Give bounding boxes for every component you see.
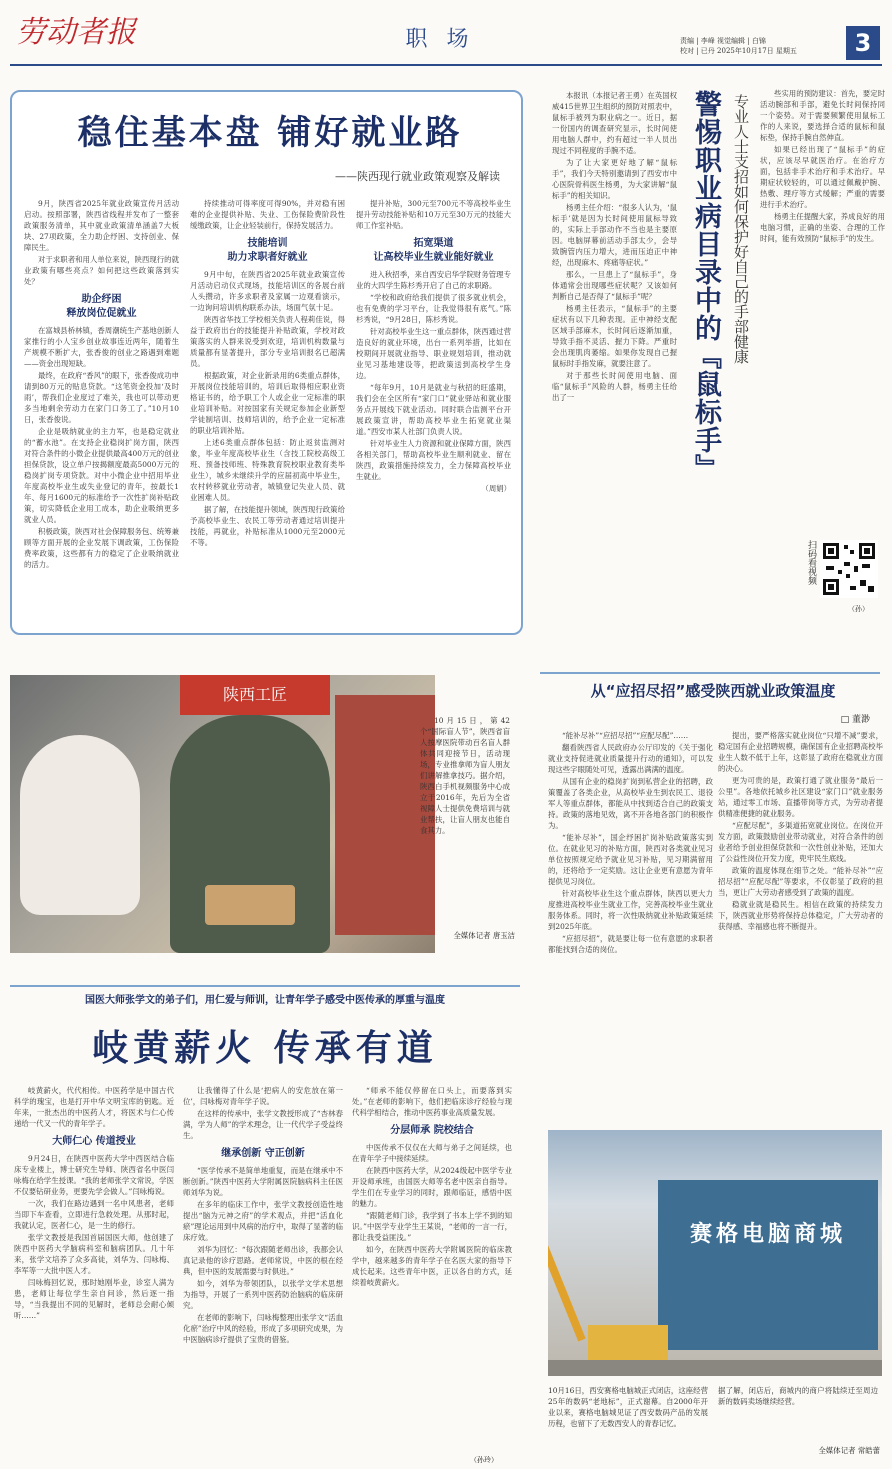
photo1-person-left [20,735,140,915]
paragraph: “能补尽补”，国企纾困扩岗补贴政策落实到位。在就业见习的补贴方面，陕西对各类就业见习单位按照规定给予就业见习补贴，见习期满留用的，还将给予一定奖励。这让企业更有意愿为青年提供见习岗位。 [548,833,713,886]
photo1-credit: 全媒体记者 唐玉洁 [453,931,515,940]
masthead-text: 劳动者报 [16,15,136,50]
paragraph: 据了解，在技能提升领域，陕西现行政策给予高校毕业生、农民工等劳动者通过培训提升技能，再就业，补贴标准从1000元至2000元不等。 [190,505,345,547]
paragraph: 那么，一旦患上了“鼠标手”，身体通常会出现哪些症状呢？又该如何判断自己是否得了“鼠标手”呢？ [552,270,677,301]
paragraph: 从国有企业的稳岗扩岗到私营企业的招聘，政策覆盖了各类企业，从高校毕业生到农民工、退役军人等重点群体，都能从中找到适合自己的政策支持。政策的落地见效，离不开各地各部门的积极作为。 [548,777,713,830]
article1-title: 稳住基本盘 铺好就业路 [77,113,463,153]
article3-signature: （孙玲） [470,1456,498,1464]
article3-subhead-2: 继承创新 守正创新 [221,1148,305,1159]
masthead-logo-mark [14,8,164,52]
photo-saga-mall [548,1130,882,1376]
photo1-caption [420,715,510,836]
article3-rule [10,985,520,987]
article4-title: 从“应招尽招”感受陕西就业政策温度 [590,682,836,700]
paragraph: 针对高校毕业生这一重点群体，陕西通过营造良好的就业环境，出台一系列举措，比如在校期间开展就业指导、职业规划培训，推动就业见习基地建设等，把政策送到高校学生身边。 [356,327,511,380]
photo2-mall-sign: 赛格电脑商城 [689,1222,846,1247]
header-rule [10,64,882,66]
paragraph: “医学传承不是简单地重复，而是在继承中不断创新。”陕西中医药大学附属医院脑病科主任医师刘华为说。 [183,1166,343,1197]
paragraph: “能补尽补”“应招尽招”“应配尽配”…… [562,731,689,740]
photo1-caption-text: 10月15日，第42个“国际盲人节”，陕西省盲人按摩医院带动百名盲人群体共同迎接节日，活动现场，专业推拿师为盲人朋友们讲解推拿技巧。据介绍，陕西白手机视频服务中心成立于2016年，先后为全省视障人士提供免费培训与就业帮扶，让盲人朋友也能自食其力。 [420,716,510,835]
paragraph: 在陕西中医药大学，从2024级起中医学专业开设师承班，由国医大师等名老中医亲自指导。学生们在专业学习的同时，跟师临证，感悟中医的魅力。 [352,1166,512,1208]
editor-line: 责编 | 李峰 视觉编辑 | 白锦 [680,37,766,45]
paragraph: 积极政策，陕西对社会保障服务包、统筹兼顾等方面开展的企业发展下调政策，工伤保险费率政策，这些都有力的稳定了企业吸纳就业的活力。 [24,527,179,569]
article2-column-right [760,88,885,538]
photo1-sign: 陕西工匠 [180,675,330,715]
article1-column-1 [24,198,179,623]
qr-code-icon[interactable] [820,540,878,598]
page-number: 3 [846,26,880,60]
paragraph: 对于那些长时间使用电脑、面临“鼠标手”风险的人群，杨勇主任给出了一 [552,371,677,402]
paragraph: 最终，在政府“香风”的眼下，张香俊成功申请到80万元的贴息贷款。“这笔资金投加‘及时雨’，帮我们企业度过了难关，我也可以带动更多当地剩余劳动力在家门口务工了。”10月10日，张香俊说。 [24,371,179,424]
paragraph: 岐黄薪火，代代相传。中医药学是中国古代科学的瑰宝，也是打开中华文明宝库的钥匙。近年来，一批杰出的中医药人才，将医术与仁心传递给一代又一代的青年学子。 [14,1086,174,1128]
paragraph: 杨勇主任提醒大家，养成良好的用电脑习惯，正确的坐姿、合理的工作时间，能有效预防“鼠标手”的发生。 [760,212,885,243]
article1-subhead-3: 拓宽渠道 让高校毕业生就业能好就业 [373,238,494,263]
paragraph: 企业是吸纳就业的主力军，也是稳定就业的“蓄水池”。在支持企业稳岗扩岗方面，陕西对符合条件的小微企业提供最高400万元的创业担保贷款，设立单户按揭额度最高5000万元的稳岗扩岗专项贷款。对中小微企业中招用毕业年度高校毕业生或失业登记的青年，按最长1年、每月1600元的标准给予一次性扩岗补贴政策，切实降低企业用工成本，助企业吸纳更多就业人员。 [24,427,179,524]
qr-label: 扫码看视频 [806,540,816,585]
article4-column-1 [548,730,713,1125]
paragraph: 在多年的临床工作中，张学文教授创造性地提出“脑为元神之府”的学术观点，并把“活血化瘀”理论运用到中风病的治疗中，取得了显著的临床疗效。 [183,1200,343,1242]
paragraph: 提升补贴，300元至700元不等高校毕业生提升劳动技能补贴和10万元至30万元的技能大师工作室补贴。 [356,199,511,230]
article3-subhead-3: 分层师承 院校结合 [390,1125,474,1136]
article3-title: 岐黄薪火 传承有道 [92,1028,438,1069]
article4-column-2 [718,730,883,1125]
paragraph: 在老师的影响下，闫咏梅整理出张学文“活血化瘀”治疗中风的经验，形成了多项研究成果，为中医脑病诊疗提供了宝贵的借鉴。 [183,1313,343,1344]
section-label: 职 场 [405,27,475,52]
paragraph: 陕西省华技工学校相关负责人程莉佳说，得益于政府出台的技能提升补贴政策，学校对政策落实的人群来说受到欢迎，培训机构数量与质量都有显著提升，部分专业培训报名已超满员。 [190,315,345,368]
paragraph: 如今，刘华为带领团队，以张学文学术思想为指导，开展了一系列中医药防治脑病的临床研究。 [183,1279,343,1310]
paragraph: 如果已经出现了“鼠标手”的症状，应该尽早就医治疗。在治疗方面，包括非手术治疗和手术治疗。早期症状较轻的，可以通过佩戴护腕、热敷、理疗等方式缓解；严重的需要进行手术治疗。 [760,145,885,209]
proof-line: 校对 | 已丹 2025年10月17日 星期五 [680,47,797,55]
paragraph: 政策的温度体现在细节之处。“能补尽补”“应招尽招”“应配尽配”等要求，不仅彰显了政府的担当，更让广大劳动者感受到了政策的温度。 [718,866,883,897]
paragraph: 中医传承不仅仅在大师与弟子之间延续，也在青年学子中接续延续。 [352,1143,512,1163]
photo2-credit: 全媒体记者 常皓蕾 [818,1446,880,1455]
photo2-caption-right: 据了解，闭店后，商城内的商户将陆续迁至周边新的数码卖场继续经营。 [718,1386,878,1406]
paragraph: 针对毕业生人力资源和就业保障方面，陕西各相关部门，帮助高校毕业生顺利就业、留在陕西，政策措施持续发力，全力保障高校毕业生就业。 [356,439,511,481]
article4-rule [540,672,880,674]
article1-subtitle: ——陕西现行就业政策观察及解读 [335,170,500,183]
editor-block [680,36,840,56]
paragraph: “师承不能仅停留在口头上，而要落到实处。”在老师的影响下，他们把临床诊疗经验与现代科学相结合，推动中医药事业高质量发展。 [352,1086,512,1117]
article2-subtitle: 专业人士支招如何保护好自己的手部健康 [732,94,750,364]
paragraph: 让我懂得了什么是‘把病人的安危放在第一位’，闫咏梅对青年学子说。 [183,1086,343,1106]
article1-signature: （周娟） [481,484,511,493]
paragraph: 在这样的传承中，张学文教授形成了“杏林春满，学为人师”的学术理念，让一代代学子受益终生。 [183,1109,343,1140]
article3-column-1 [14,1085,174,1465]
paragraph: 持续推动可得率度可得90%，并对稳有困难的企业提供补贴、失业、工伤保险费阶段性缓缴政策，让企业轻装前行，保持发展活力。 [190,199,345,230]
paragraph: “应配尽配”，多渠道拓宽就业岗位。在岗位开发方面，政策鼓励创业带动就业，对符合条件的创业者给予创业担保贷款和一次性创业补贴，还加大了公益性岗位开发力度，兜牢民生底线。 [718,821,883,863]
paragraph: 提出，要严格落实就业岗位“只增不减”要求，稳定国有企业招聘规模，确保国有企业招聘高校毕业生人数不低于上年，这彰显了政府在稳就业方面的决心。 [718,731,883,773]
photo2-truck [588,1325,668,1365]
paragraph: “应招尽招”，就是要让每一位有意愿的求职者都能找到合适的岗位。 [548,934,713,954]
paragraph: 上述6类重点群体包括：防止返贫监测对象，毕业年度高校毕业生（含技工院校高级工班、预备技师班、特殊教育院校职业教育类毕业生），城乡未继续升学的应届初高中毕业生，农村转移就业劳动者，城镇登记失业人员、就业困难人员。 [190,438,345,502]
paragraph: 根据政策，对企业新录用的6类重点群体，开展岗位技能培训的，培训后取得相应职业资格证书的，给予职工个人或企业一定标准的职业培训补贴。对按国家有关规定参加企业新型学徒制培训、技师培训的，给予企业一定标准的职业培训补贴。 [190,371,345,435]
paragraph: 稳就业就是稳民生。相信在政策的持续发力下，陕西就业形势将保持总体稳定，广大劳动者的获得感、幸福感也将不断提升。 [718,900,883,931]
article1-subhead-2: 技能培训 助力求职者好就业 [227,238,308,263]
paragraph: 在富城县桥林镇，香周潮统生产基地创新人家推行的小人宝乡创业故事连近两年，随着生产规模不断扩大，张香俊的创业之路遇到难题——资金出现短缺。 [24,326,179,368]
photo2-caption: 10月16日，西安赛格电脑城正式闭店，这座经营25年的数码“老地标”，正式谢幕。自2000年开业以来，赛格电脑城见证了西安数码产品的发展历程，也留下了无数西安人的青春记忆。 [548,1386,708,1428]
photo-massage-event [10,675,435,953]
article1-subhead-1: 助企纾困 释放岗位促就业 [66,294,137,319]
paragraph: 翻看陕西省人民政府办公厅印发的《关于强化就业支持促进就业质量提升行动的通知》，可以发现这些字眼随处可见，透露出满满的温度。 [548,743,713,774]
paragraph: 进入秋招季，来自西安启华学院财务管理专业的大四学生陈杉秀开启了自己的求职路。 [356,270,511,290]
paragraph: 为了让大家更好地了解“鼠标手”，我们今天特别邀请到了西安市中心医院骨科医生杨勇，为大家讲解“鼠标手”的相关知识。 [552,158,677,200]
paragraph: “学校和政府给我们提供了很多就业机会，也有免费的学习平台，让我觉得很有底气。”陈杉秀说，“9月28日，陈杉秀说。 [356,293,511,324]
paragraph: 更为可贵的是，政策打通了就业服务“最后一公里”。各地依托城乡社区建设“家门口”就业服务站，通过零工市场、直播带岗等方式，为劳动者提供精准便捷的就业服务。 [718,776,883,818]
paragraph: “跟随老师门诊，我学到了书本上学不到的知识。”中医学专业学生王某说，“老师的一言一行，都让我受益匪浅。” [352,1211,512,1242]
paragraph: 9月24日，在陕西中医药大学中西医结合临床专业楼上，博士研究生导师、陕西省名中医闫咏梅在给学生授课。“我的老师张学文常说，学医不仅要钻研业务，更要先学会做人。”闫咏梅说。 [14,1154,174,1196]
photo2-crane [548,1199,586,1341]
article2-signature: （孙） [848,605,869,613]
photo1-cutting-board [205,885,295,925]
paragraph: 刘华为回忆：“每次跟随老师出诊，我都会认真记录他的诊疗思路。老师常说，中医的根在经典，但中医的发展需要与时俱进。” [183,1245,343,1276]
article3-column-2 [183,1085,343,1465]
paragraph: 杨勇主任表示，“鼠标手”的主要症状有以下几种表现。正中神经支配区域手部麻木，长时间后逐渐加重，导致手指不灵活、握力下降。严重时会出现肌肉萎缩。如果你发现自己握鼠标时手指发麻，就要注意了。 [552,304,677,368]
paragraph: 9月中旬，在陕西省2025年就业政策宣传月活动启动仪式现场，技能培训区的各展台前人头攒动，许多求职者及家属一边观看演示，一边询问培训机构联系办法，场面气氛十足。 [190,270,345,312]
paragraph: 些实用的预防建议：首先，要定时活动腕部和手部，避免长时间保持同一个姿势。对于需要频繁使用鼠标工作的人来说，要选择合适的鼠标和鼠标垫，保持手腕自然伸直。 [760,89,885,142]
paragraph: 对于求职者和用人单位来说，陕西现行的就业政策有哪些亮点？如何把这些政策落到实处？ [24,255,179,286]
paragraph: 本报讯（本报记者王勇）在英国权威415世界卫生组织的预防对照表中，鼠标手被列为职业病之一。近日，据一份国内的调查研究显示，长时间使用电脑人群中，约有超过一半人员出现过不同程度的手腕不适。 [552,91,677,155]
article3-subhead-1: 大师仁心 传道授业 [52,1136,136,1147]
paragraph: 如今，在陕西中医药大学附属医院的临床教学中，越来越多的青年学子在名医大家的指导下成长起来。这些青年中医，正以各自的方式，延续着岐黄薪火。 [352,1245,512,1287]
photo2-building [658,1180,878,1350]
paragraph: “每年9月，10月是就业与秋招的旺盛期，我们会在全区所有“家门口”就业驿站和就业服务点开展线下就业活动。同时联合监测平台开展政策宣讲，帮助高校毕业生拓宽就业渠道。”西安市某人社部门负责人说。 [356,383,511,436]
article3-column-3 [352,1085,512,1465]
article2-title: 警惕职业病目录中的『鼠标手』 [690,90,721,482]
article1-column-2 [190,198,345,623]
masthead-logo [14,8,164,52]
article1-column-3 [356,198,511,623]
paragraph: 9月，陕西省2025年就业政策宣传月活动启动。按照部署，陕西省线程并发布了一整套政策服务清单，其中就业政策清单涵盖7大板块、27项政策，全力助企纾困、支持创业、保障民生。 [24,199,179,252]
paragraph: 杨勇主任介绍：“很多人认为，‘鼠标手’就是因为长时间使用鼠标导致的，实际上手部动作不当也是主要原因。电脑屏幕前活动手部太少，会导致腕管内压力增大，进而压迫正中神经，出现麻木、疼痛等症状。” [552,203,677,267]
paragraph: 一次，我们在路边遇到一名中风患者，老师当即下车查看，立即进行急救处理。从那时起，我就认定，医者仁心，是一生的修行。 [14,1199,174,1230]
photo2-ground [548,1360,882,1376]
article3-kicker: 国医大师张学文的弟子们，用仁爱与师训，让青年学子感受中医传承的厚重与温度 [85,995,445,1006]
article2-column-left [552,90,677,630]
article4-byline: □ 董渺 [840,715,870,725]
paragraph: 闫咏梅回忆说，那时她刚毕业，诊室人满为患，老师让每位学生亲自问诊，然后逐一指导，“当我提出不同的见解时，老师总会耐心倾听……” [14,1278,174,1320]
paragraph: 针对高校毕业生这个重点群体，陕西以更大力度推进高校毕业生就业工作，完善高校毕业生就业服务体系。同时，将一次性吸纳就业补贴政策延续到2025年底。 [548,889,713,931]
paragraph: 张学文教授是我国首届国医大师，他创建了陕西中医药大学脑病科室和脑病团队。几十年来，张学文培养了众多高徒，刘华为、闫咏梅、李军等一大批中医人才。 [14,1233,174,1275]
